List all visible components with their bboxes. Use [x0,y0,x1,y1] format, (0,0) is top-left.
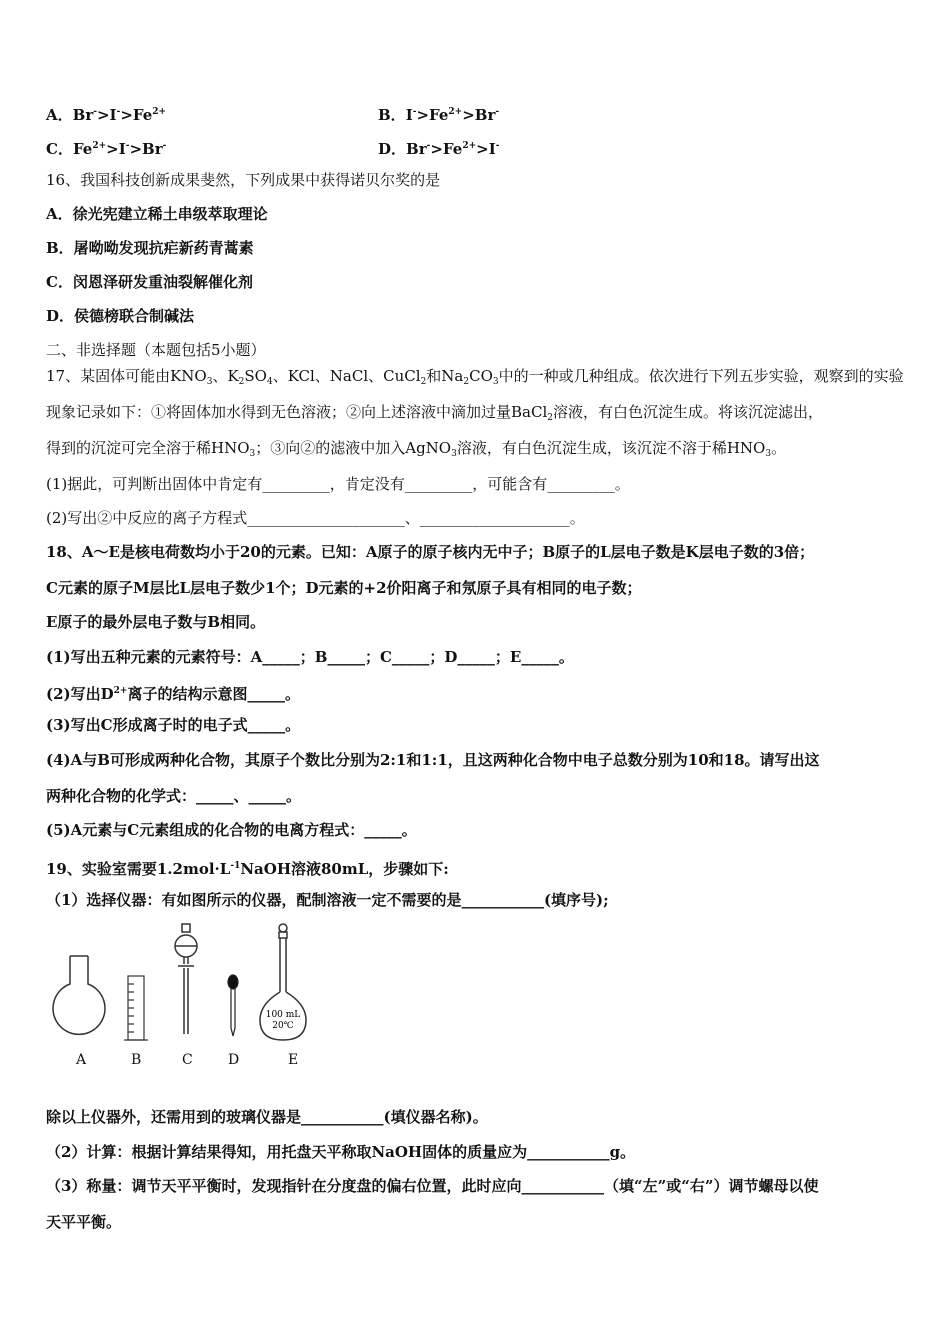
q18-line3: E原子的最外层电子数与B相同。 [46,613,266,631]
q17-part2: (2)写出②中反应的离子方程式_____________________、____________________。 [46,509,585,527]
q18-part2: (2)写出$D^{2+}$离子的结构示意图_____。 [46,685,300,703]
separatory-funnel [175,924,197,1034]
q17-line3: 得到的沉淀可完全溶于稀$HNO_3$；③向②的滤液中加入AgNO$_3$溶液，有白色沉淀生成，该沉淀不溶于稀$HNO_3$。 [46,439,787,459]
apparatus-drawing [46,922,346,1052]
q15-option-b: B．$I^->Fe^{2+}>Br^-$ [378,106,500,124]
q18-part4-line1: (4)A与B可形成两种化合物，其原子个数比分别为2:1和1:1，且这两种化合物中电子总数分别为10和18。请写出这 [46,751,820,769]
q18-line2: C元素的原子M层比L层电子数少1个；D元素的+2价阳离子和氖原子具有相同的电子数； [46,579,642,597]
q19-part3-line2: 天平平衡。 [46,1213,122,1231]
figure-label-c: C [182,1052,193,1068]
q15-option-c: C．$Fe^{2+}>I^->Br^-$ [46,140,167,158]
apparatus-figure [46,922,346,1072]
graduated-cylinder [124,976,148,1040]
figure-label-b: B [131,1052,142,1068]
q16-stem: 16、我国科技创新成果斐然，下列成果中获得诺贝尔奖的是 [46,171,441,189]
q16-option-c: C．闵恩泽研发重油裂解催化剂 [46,273,253,291]
q16-option-a: A．徐光宪建立稀土串级萃取理论 [46,205,268,223]
q18-part4-line2: 两种化合物的化学式：_____、_____。 [46,787,302,805]
q15-option-d: D．$Br^->Fe^{2+}>I^-$ [378,140,500,158]
q19-part2: （2）计算：根据计算结果得知，用托盘天平称取NaOH固体的质量应为___________g。 [46,1143,636,1161]
q17-line1: 17、某固体可能由$KNO_3$、$K_2SO_4$、KCl、NaCl、CuCl$_2$和$Na_2CO_3$中的一种或几种组成。依次进行下列五步实验，观察到的实验 [46,367,904,387]
q19-stem: 19、实验室需要$1.2mol\cdot L^{-1}NaOH$溶液80mL，步骤如下: [46,860,449,878]
q19-part1: （1）选择仪器：有如图所示的仪器，配制溶液一定不需要的是___________(填序号); [46,891,609,909]
figure-label-d: D [228,1052,240,1068]
q18-line1: 18、A～E是核电荷数均小于20的元素。已知：A原子的原子核内无中子；B原子的L层电子数是K层电子数的3倍； [46,543,815,561]
dropper [228,975,238,1036]
q19-part1b: 除以上仪器外，还需用到的玻璃仪器是___________(填仪器名称)。 [46,1108,488,1126]
flask-label-volume: 100 mL [265,1010,301,1020]
q15-option-a: A．$Br^->I^->Fe^{2+}$ [46,106,167,124]
q16-option-d: D．侯德榜联合制碱法 [46,307,195,325]
figure-label-a: A [76,1052,87,1068]
figure-label-e: E [288,1052,299,1068]
q18-part3: (3)写出C形成离子时的电子式_____。 [46,716,301,734]
q19-part3-line1: （3）称量：调节天平平衡时，发现指针在分度盘的偏右位置，此时应向___________（填“左”或“右”）调节螺母以使 [46,1177,819,1195]
q18-part5: (5)A元素与C元素组成的化合物的电离方程式：_____。 [46,821,417,839]
q17-line2: 现象记录如下：①将固体加水得到无色溶液；②向上述溶液中滴加过量BaCl$_2$溶液，有白色沉淀生成。将该沉淀滤出， [46,403,823,423]
round-bottom-flask [53,956,105,1034]
q17-part1: (1)据此，可判断出固体中肯定有_________，肯定没有_________，可能含有_________。 [46,475,630,493]
q18-part1: (1)写出五种元素的元素符号：A_____；B_____；C_____；D_____；E_____。 [46,648,574,666]
q16-option-b: B．屠呦呦发现抗疟新药青蒿素 [46,239,254,257]
section-heading: 二、非选择题（本题包括5小题） [46,341,266,359]
flask-label-temp: 20℃ [272,1021,294,1031]
